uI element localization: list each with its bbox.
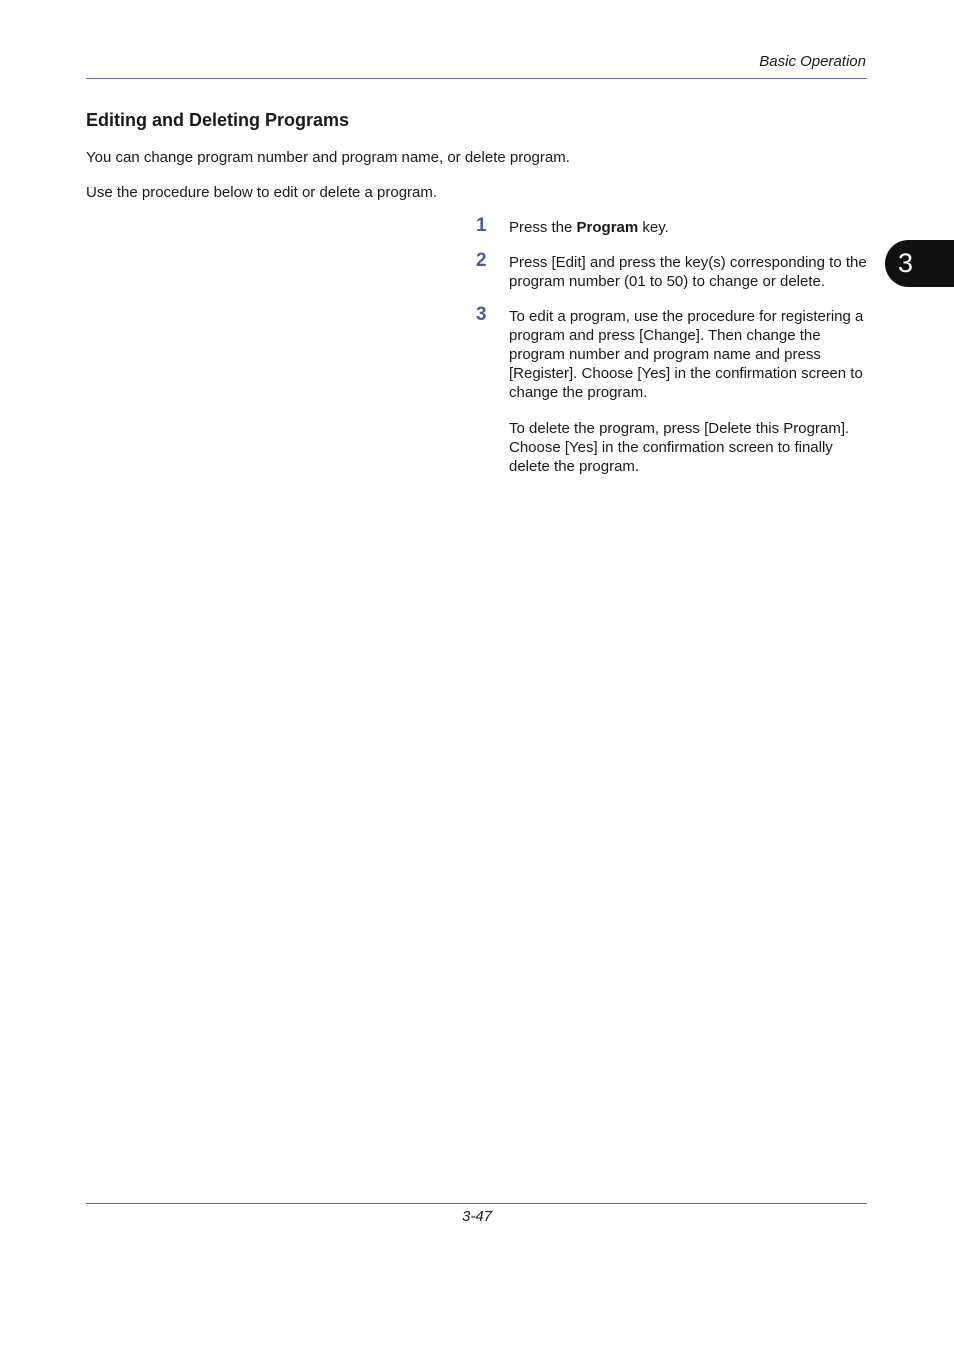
step-number: 2 xyxy=(476,250,487,271)
procedure-steps xyxy=(476,215,871,476)
header-rule xyxy=(86,78,867,79)
step-item xyxy=(476,304,871,476)
step-item xyxy=(476,215,871,237)
section-title: Editing and Deleting Programs xyxy=(86,110,350,130)
step-text: Press [Edit] and press the key(s) corresponding to the program number (01 to 50) to change or delete. xyxy=(509,254,867,290)
step-number: 1 xyxy=(476,215,487,236)
key-name: Program xyxy=(576,219,639,236)
step-text: To edit a program, use the procedure for registering a program and press [Change]. Then change the program number and program name and press [Register]. Choose [Yes] in the confirmation screen to change the program. xyxy=(509,308,864,401)
page-number: 3-47 xyxy=(461,1208,493,1225)
chapter-tab: 3 xyxy=(885,240,954,287)
step-text xyxy=(509,218,871,237)
step-number: 3 xyxy=(476,304,487,325)
step-text-start: Press the xyxy=(509,219,577,236)
step-note: To delete the program, press [Delete this Program]. Choose [Yes] in the confirmation screen to finally delete the program. xyxy=(509,420,850,475)
running-header: Basic Operation xyxy=(759,53,866,70)
intro-paragraph: You can change program number and program name, or delete program. xyxy=(86,149,570,166)
step-text-end: key. xyxy=(638,219,669,236)
footer-rule xyxy=(86,1203,867,1204)
step-item xyxy=(476,250,871,291)
intro-paragraph: Use the procedure below to edit or delete a program. xyxy=(86,184,438,201)
